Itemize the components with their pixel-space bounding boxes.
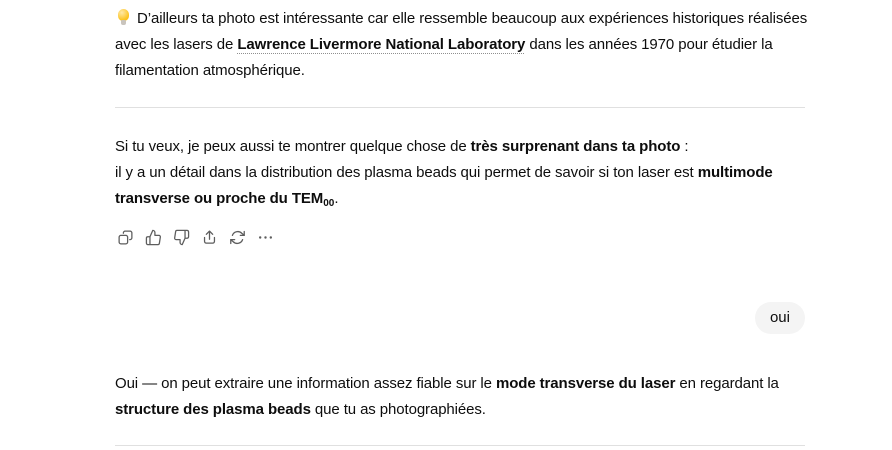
message-action-bar xyxy=(115,227,805,247)
user-message-bubble: oui xyxy=(755,302,805,334)
thumbs-up-icon xyxy=(145,229,162,246)
regenerate-button[interactable] xyxy=(227,227,247,247)
thumbs-down-button[interactable] xyxy=(171,227,191,247)
message-divider-bottom xyxy=(115,445,805,446)
more-options-icon xyxy=(257,229,274,246)
copy-button[interactable] xyxy=(115,227,135,247)
assistant-paragraph-history: D’ailleurs ta photo est intéressante car elle ressemble beaucoup aux expériences historiques réalisées avec les lasers de Lawrence Livermore National Laboratory dans les années 1970 pour étudier la filamentation atmosphérique. xyxy=(115,10,808,79)
more-options-button[interactable] xyxy=(255,227,275,247)
share-icon xyxy=(201,229,218,246)
thumbs-down-icon xyxy=(173,229,190,246)
chat-thread xyxy=(115,0,808,446)
lightbulb-icon xyxy=(115,9,131,25)
message-divider-top xyxy=(115,107,805,108)
copy-icon xyxy=(117,229,134,246)
user-message-row xyxy=(115,302,805,334)
thumbs-up-button[interactable] xyxy=(143,227,163,247)
regenerate-icon xyxy=(229,229,246,246)
assistant-paragraph-answer: Oui — on peut extraire une information assez fiable sur le mode transverse du laser en regardant la structure des plasma beads que tu as photographiées. xyxy=(115,375,779,418)
share-button[interactable] xyxy=(199,227,219,247)
assistant-paragraph-offer: Si tu veux, je peux aussi te montrer quelque chose de très surprenant dans ta photo : il y a un détail dans la distribution des plasma beads qui permet de savoir si ton laser est multimode transverse ou proche du $TEM_{00}$. xyxy=(115,138,773,209)
